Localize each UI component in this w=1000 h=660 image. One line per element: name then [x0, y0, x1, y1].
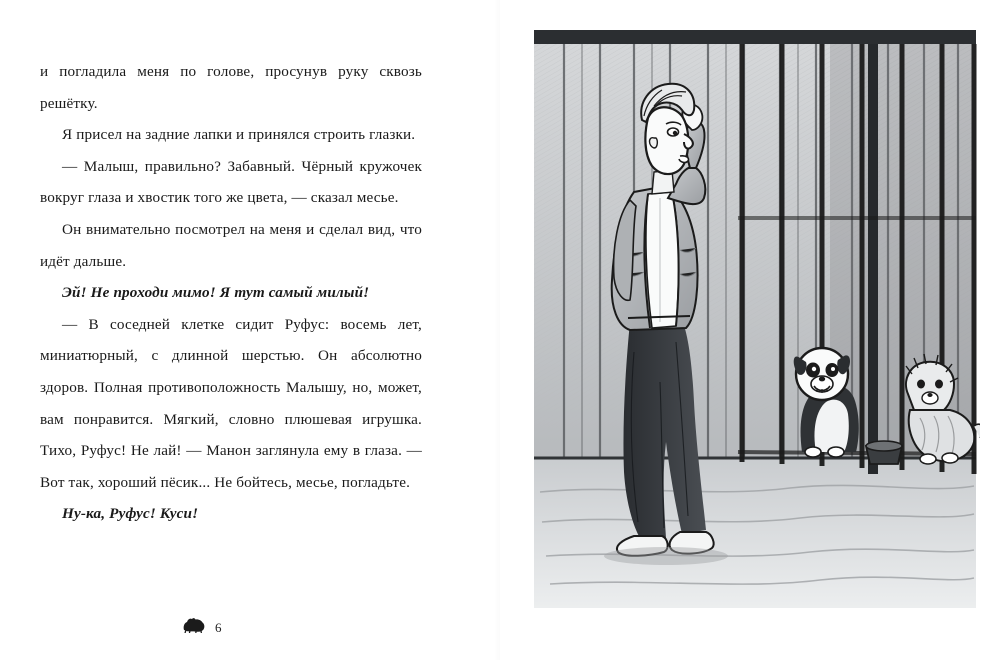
food-bowl — [866, 441, 902, 464]
illustration-man-looking-at-dogs-in-shelter-cages — [530, 22, 980, 612]
paragraph-4: — В соседней клетке сидит Руфус: восемь лет, миниатюрный, с длинной шерстью. Он абсолютно здоров. Полная противоположность Малышу, но, может, вам понравится. Мягкий, словно плюшевая игрушка. Тихо, Руфус! Не лай! — Манон заглянула ему в глаза. — Вот так, хороший пёсик... Не бойтесь, месье, погладьте. — [40, 315, 422, 491]
page-number: 6 — [215, 619, 222, 635]
right-page — [500, 0, 1000, 660]
paragraph-3: Он внимательно посмотрел на меня и сделал вид, что идёт дальше. — [40, 220, 422, 270]
paragraph-dog-thought-2: Ну-ка, Руфус! Куси! — [62, 505, 199, 523]
paragraph-dog-thought-1: Эй! Не проходи мимо! Я тут самый милый! — [62, 284, 370, 302]
page-body-text — [40, 56, 422, 530]
dog-silhouette-icon — [182, 617, 206, 638]
paragraph-continuation: и погладила меня по голове, просунув руку сквозь решётку. — [40, 63, 422, 112]
paragraph-2: — Малыш, правильно? Забавный. Чёрный кружочек вокруг глаза и хвостик того же цвета, — сказал месье. — [40, 157, 422, 207]
paragraph-1: Я присел на задние лапки и принялся строить глазки. — [62, 126, 416, 144]
folio — [182, 617, 222, 638]
